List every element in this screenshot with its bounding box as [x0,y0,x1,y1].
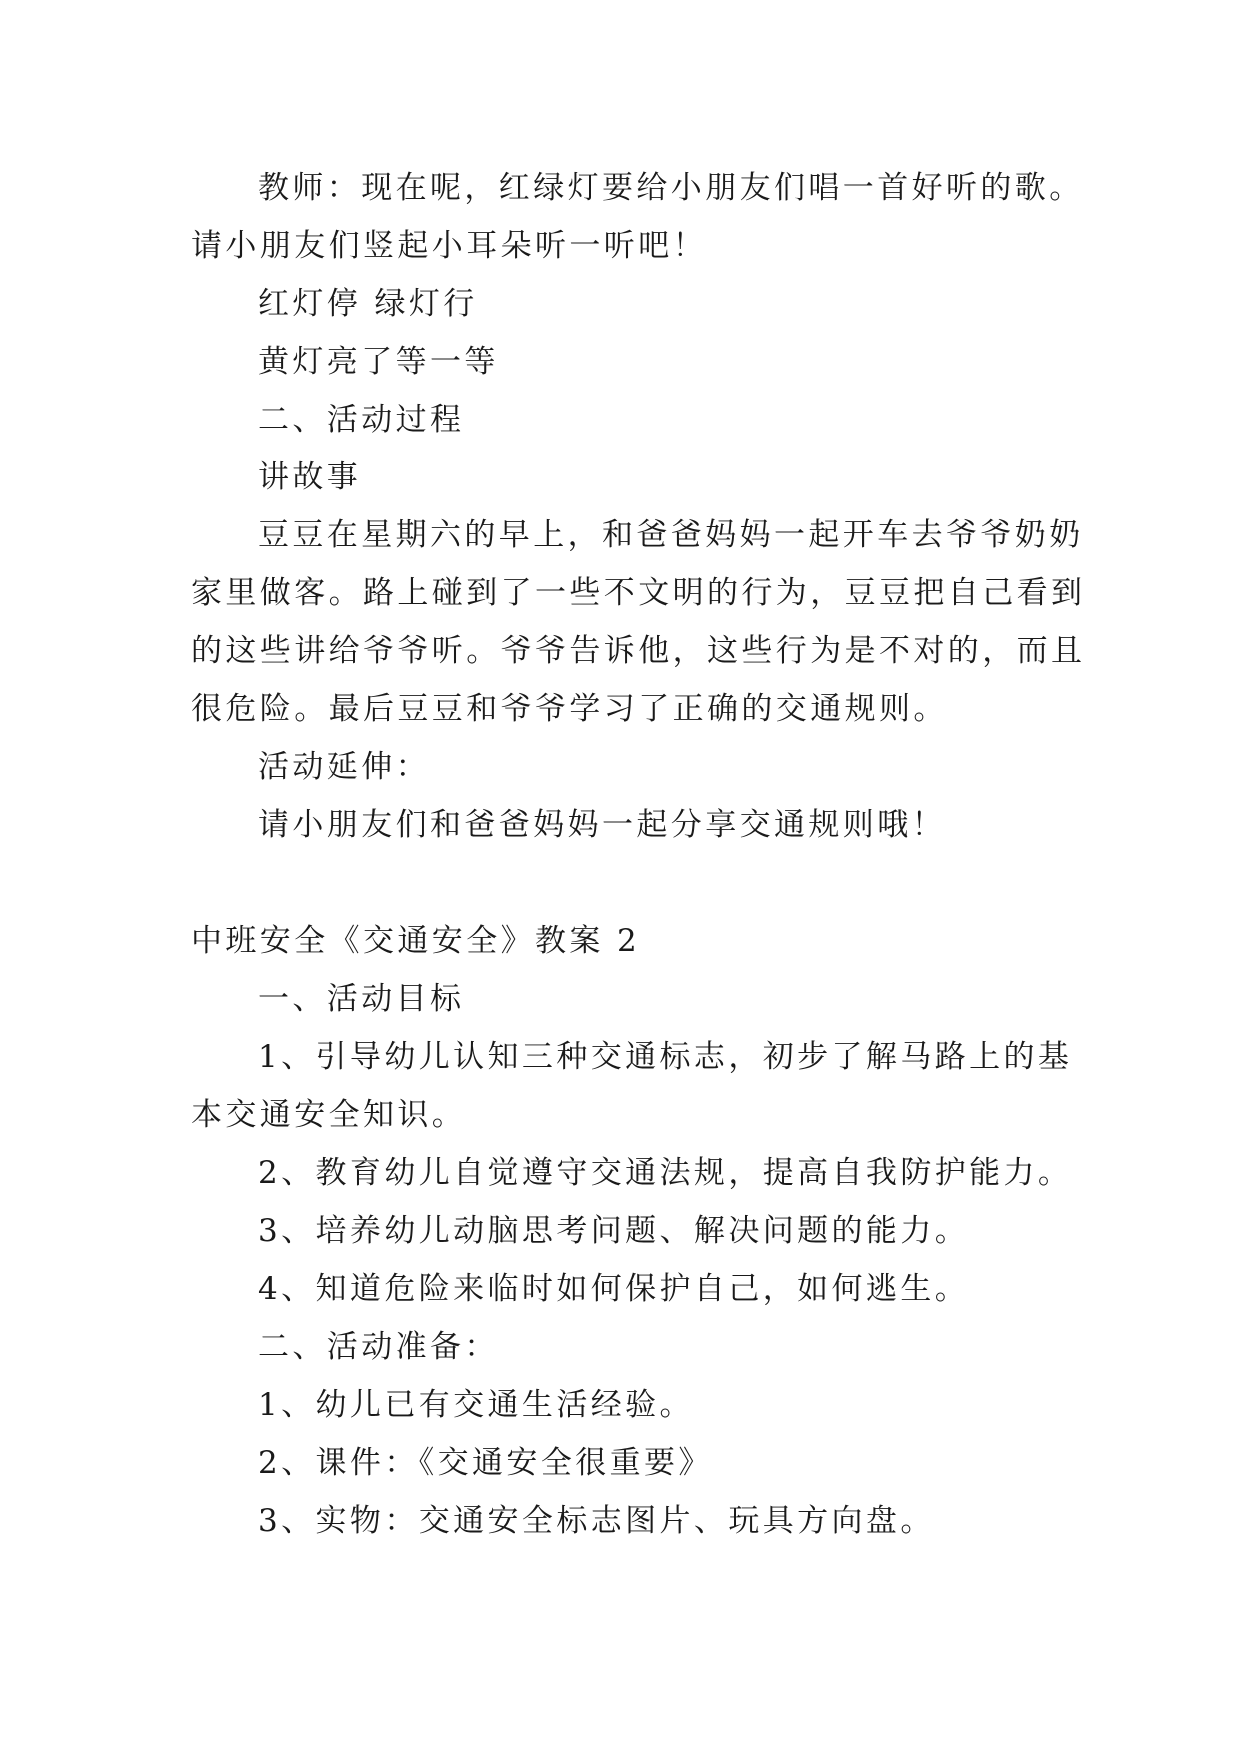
story-line-3: 的这些讲给爷爷听。爷爷告诉他，这些行为是不对的，而且 [191,633,1086,669]
song-line-1: 红灯停 绿灯行 [258,286,478,322]
section-heading-activity-goals: 一、活动目标 [258,981,465,1017]
song-line-2: 黄灯亮了等一等 [258,344,499,380]
lesson-plan-title: 中班安全《交通安全》教案 2 [191,923,641,959]
section-heading-activity-process: 二、活动过程 [258,402,465,438]
subheading-activity-extension: 活动延伸： [258,749,430,785]
subheading-storytelling: 讲故事 [258,459,362,495]
extension-text: 请小朋友们和爸爸妈妈一起分享交通规则哦！ [258,807,946,843]
goal-2: 2、教育幼儿自觉遵守交通法规，提高自我防护能力。 [258,1155,1073,1191]
goal-1-line-1: 1、引导幼儿认知三种交通标志，初步了解马路上的基 [258,1039,1073,1075]
goal-4: 4、知道危险来临时如何保护自己，如何逃生。 [258,1271,970,1307]
paragraph-teacher-line-2: 请小朋友们竖起小耳朵听一听吧！ [191,228,707,264]
paragraph-teacher-line-1: 教师：现在呢，红绿灯要给小朋友们唱一首好听的歌。 [258,170,1084,206]
preparation-1: 1、幼儿已有交通生活经验。 [258,1387,694,1423]
preparation-2: 2、课件：《交通安全很重要》 [258,1445,713,1481]
story-line-2: 家里做客。路上碰到了一些不文明的行为，豆豆把自己看到 [191,575,1086,611]
story-line-4: 很危险。最后豆豆和爷爷学习了正确的交通规则。 [191,691,948,727]
section-heading-activity-preparation: 二、活动准备： [258,1329,499,1365]
preparation-3: 3、实物：交通安全标志图片、玩具方向盘。 [258,1503,935,1539]
goal-1-line-2: 本交通安全知识。 [191,1097,467,1133]
goal-3: 3、培养幼儿动脑思考问题、解决问题的能力。 [258,1213,970,1249]
story-line-1: 豆豆在星期六的早上，和爸爸妈妈一起开车去爷爷奶奶 [258,517,1084,553]
